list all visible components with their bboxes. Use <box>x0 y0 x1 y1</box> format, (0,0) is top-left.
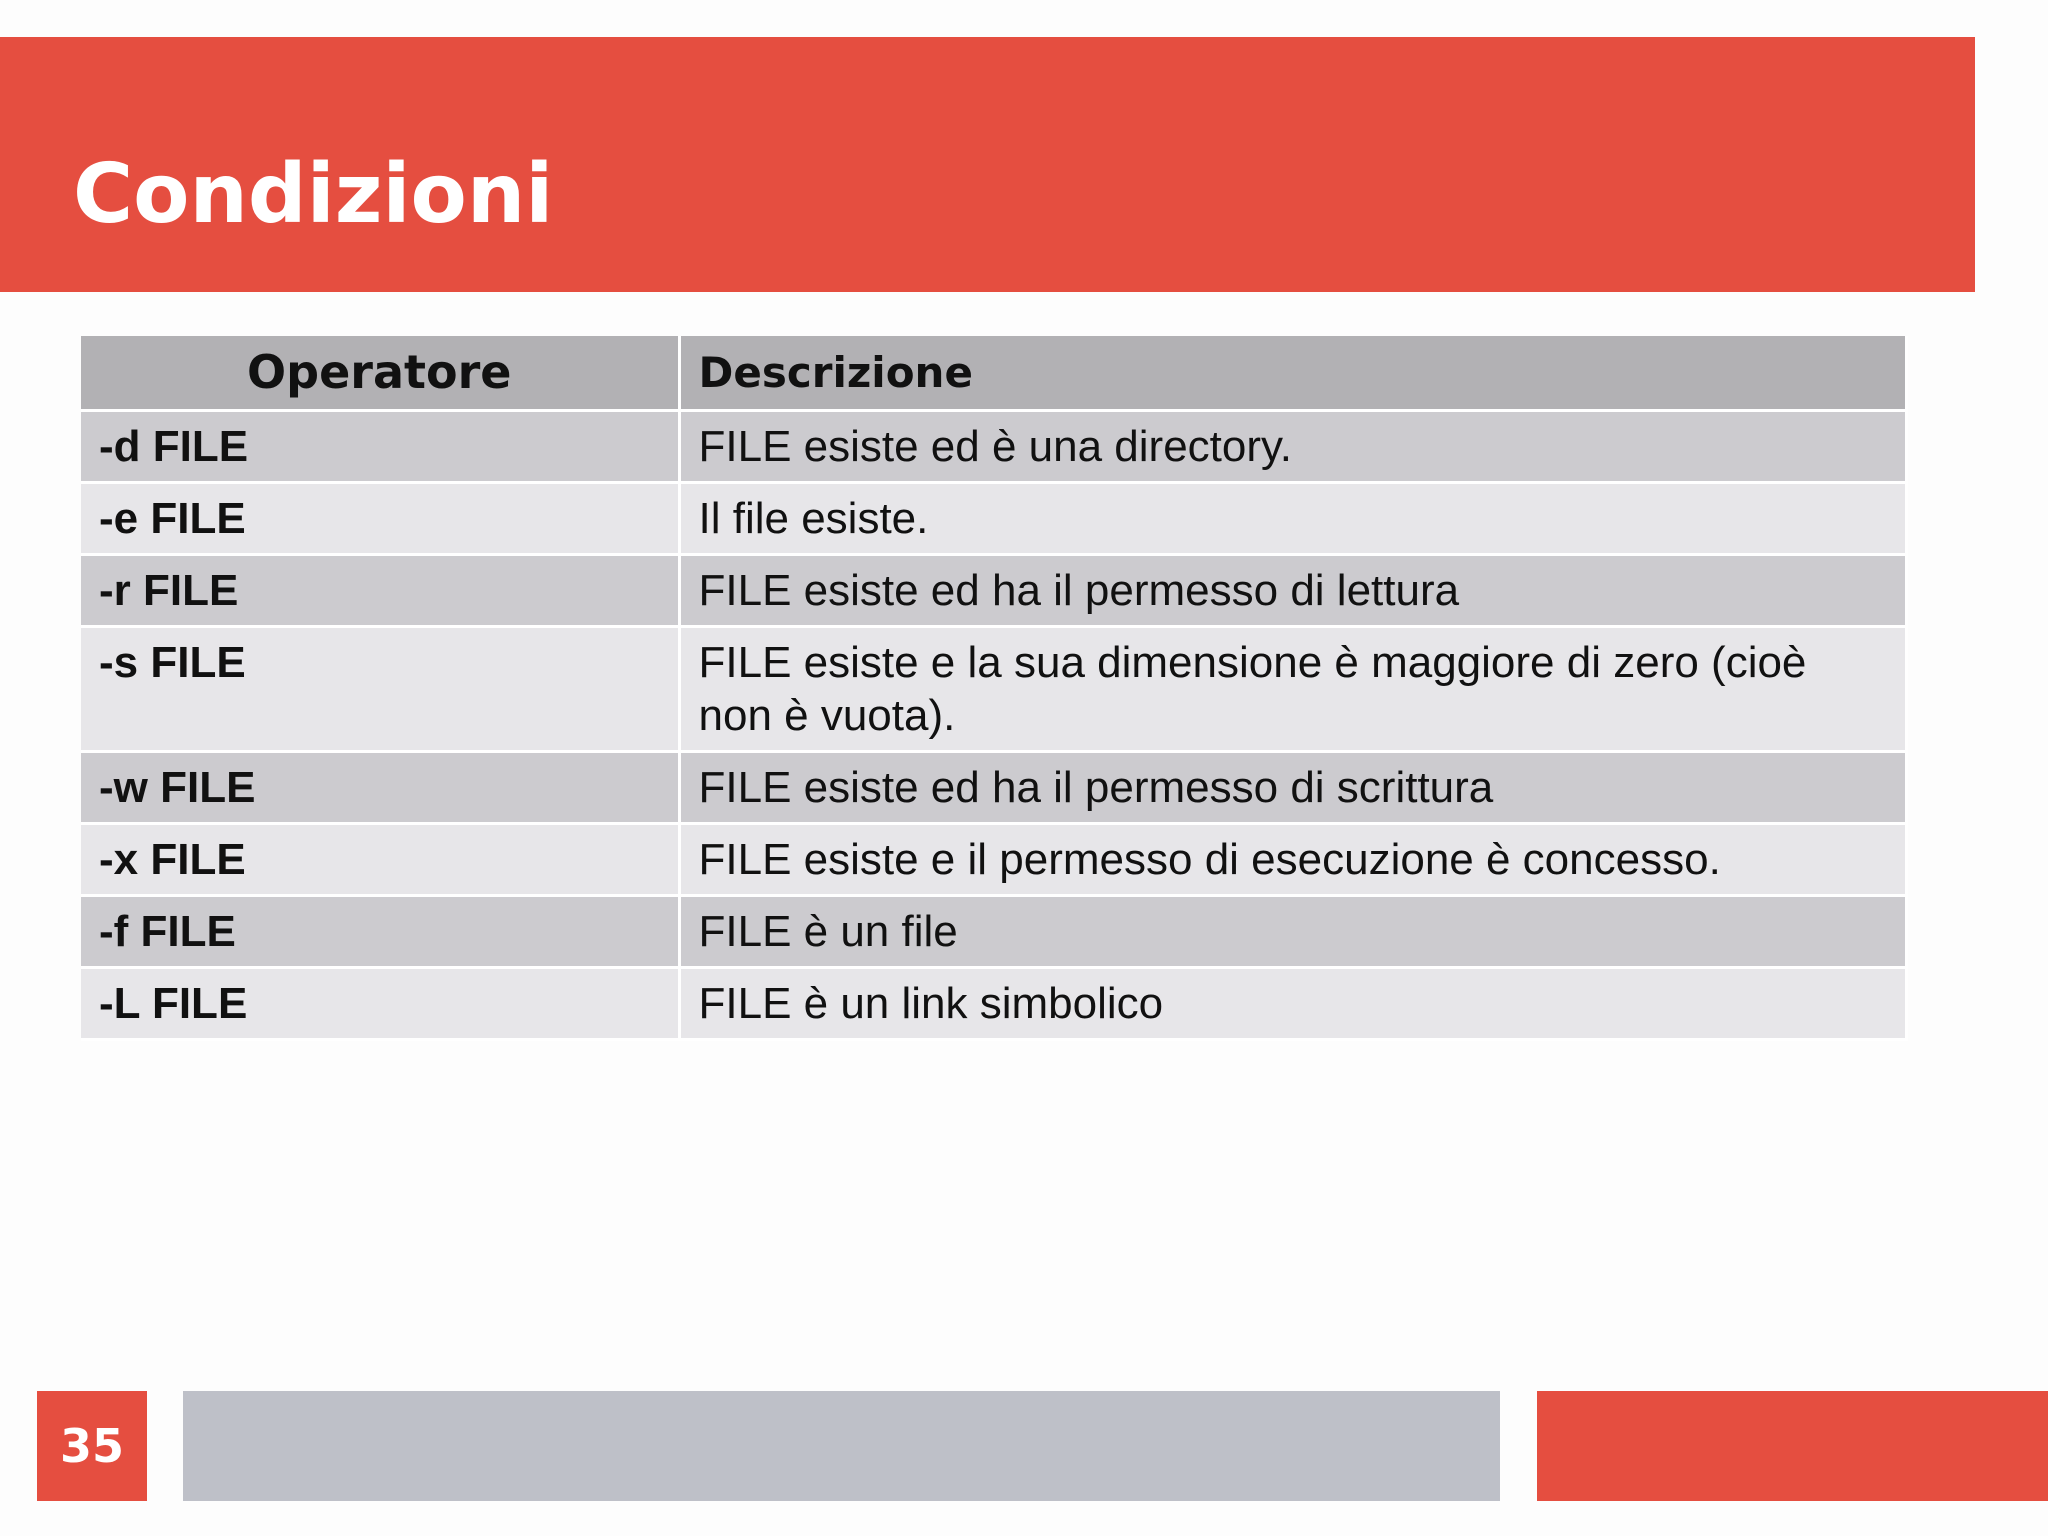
description-cell: FILE esiste e la sua dimensione è maggiore di zero (cioè non è vuota). <box>679 627 1906 752</box>
table-row <box>81 824 1906 896</box>
slide-number: 35 <box>37 1391 147 1501</box>
header-operator: Operatore <box>81 336 679 411</box>
table-row <box>81 627 1906 752</box>
table-row <box>81 896 1906 968</box>
header-description: Descrizione <box>679 336 1906 411</box>
description-cell: Il file esiste. <box>679 483 1906 555</box>
description-cell: FILE esiste e il permesso di esecuzione è concesso. <box>679 824 1906 896</box>
table-row <box>81 968 1906 1040</box>
table-row <box>81 483 1906 555</box>
operators-table <box>81 336 1908 1041</box>
operator-cell: -d FILE <box>81 411 679 483</box>
operator-cell: -s FILE <box>81 627 679 752</box>
description-cell: FILE è un link simbolico <box>679 968 1906 1040</box>
table-row <box>81 752 1906 824</box>
operator-cell: -r FILE <box>81 555 679 627</box>
table-header-row <box>81 336 1906 411</box>
footer-gray-bar <box>183 1391 1500 1501</box>
description-cell: FILE esiste ed ha il permesso di lettura <box>679 555 1906 627</box>
operator-cell: -x FILE <box>81 824 679 896</box>
description-cell: FILE esiste ed è una directory. <box>679 411 1906 483</box>
description-cell: FILE esiste ed ha il permesso di scrittura <box>679 752 1906 824</box>
footer-red-bar <box>1537 1391 2048 1501</box>
operator-cell: -f FILE <box>81 896 679 968</box>
description-cell: FILE è un file <box>679 896 1906 968</box>
operator-cell: -L FILE <box>81 968 679 1040</box>
slide-title: Condizioni <box>73 147 554 242</box>
table-row <box>81 555 1906 627</box>
table-row <box>81 411 1906 483</box>
operator-cell: -w FILE <box>81 752 679 824</box>
operator-cell: -e FILE <box>81 483 679 555</box>
